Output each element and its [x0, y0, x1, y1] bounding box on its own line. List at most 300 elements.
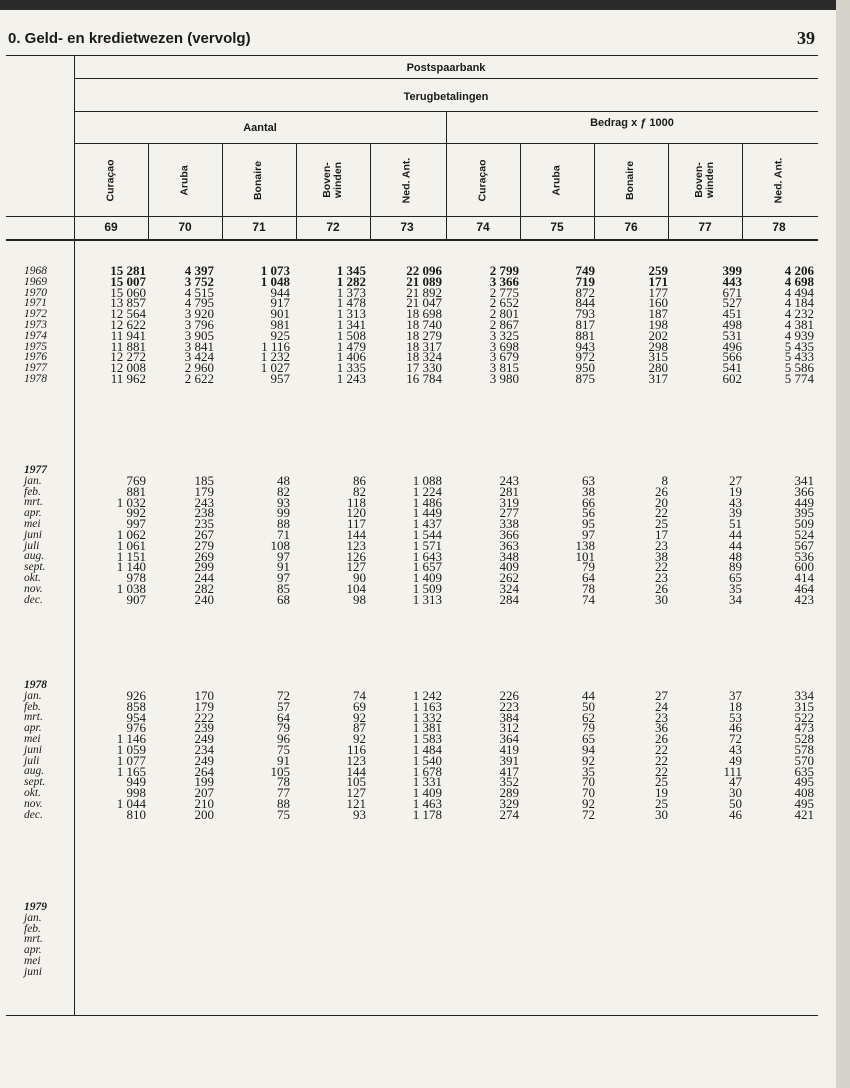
table-cell: 419: [499, 741, 519, 757]
table-cell: 3 815: [489, 360, 519, 376]
table-cell: 74: [582, 591, 595, 607]
row-label: dec.: [24, 593, 43, 606]
table-cell: 98: [353, 591, 366, 607]
table-cell: 97: [277, 548, 290, 564]
table-cell: 1 165: [116, 763, 146, 779]
table-cell: 1 313: [336, 306, 366, 322]
table-cell: 528: [794, 731, 814, 747]
table-cell: 1 406: [336, 349, 366, 365]
table-cell: 978: [126, 570, 146, 586]
table-cell: 53: [729, 709, 742, 725]
row-label: sept.: [24, 776, 46, 789]
table-cell: 449: [794, 494, 814, 510]
table-cell: 1 140: [116, 559, 146, 575]
table-cell: 120: [346, 505, 366, 521]
table-cell: 1 544: [412, 526, 442, 542]
row-label: 1974: [24, 329, 47, 342]
table-cell: 1 077: [116, 752, 146, 768]
table-cell: 1 073: [260, 263, 290, 278]
table-cell: 3 920: [184, 306, 214, 322]
table-cell: 56: [582, 505, 595, 521]
table-cell: 423: [794, 591, 814, 607]
table-cell: 976: [126, 720, 146, 736]
table-cell: 414: [794, 570, 814, 586]
table-cell: 21 047: [406, 295, 442, 311]
years-block-column-9: [672, 263, 742, 386]
table-cell: 4 397: [184, 263, 214, 278]
header-split-rule: [446, 111, 447, 240]
table-cell: 238: [194, 505, 214, 521]
table-cell: 20: [655, 494, 668, 510]
table-cell: 123: [346, 537, 366, 553]
table-cell: 44: [729, 537, 742, 553]
table-cell: 30: [729, 785, 742, 801]
table-cell: 1 381: [412, 720, 442, 736]
table-cell: 409: [499, 559, 519, 575]
table-cell: 1 484: [412, 741, 442, 757]
row-label: nov.: [24, 797, 43, 810]
block-1977-column-2: [144, 473, 214, 607]
table-cell: 79: [582, 720, 595, 736]
table-cell: 37: [729, 688, 742, 703]
table-cell: 82: [353, 483, 366, 499]
table-cell: 179: [194, 698, 214, 714]
table-cell: 3 679: [489, 349, 519, 365]
table-cell: 567: [794, 537, 814, 553]
table-cell: 105: [346, 774, 366, 790]
years-block-row-labels: [24, 266, 74, 385]
table-cell: 4 206: [784, 263, 814, 278]
table-cell: 541: [722, 360, 742, 376]
row-label: apr.: [24, 722, 42, 735]
table-cell: 12 272: [110, 349, 146, 365]
row-label: mei: [24, 954, 41, 967]
block-1977-column-7: [525, 473, 595, 607]
row-label: 1977: [24, 464, 47, 476]
table-cell: 15 007: [110, 273, 146, 289]
table-cell: 3 325: [489, 327, 519, 343]
col-rule: [742, 143, 743, 240]
table-cell: 66: [582, 494, 595, 510]
table-cell: 875: [575, 370, 595, 386]
row-label: juni: [24, 743, 42, 756]
table-cell: 399: [722, 263, 742, 278]
table-cell: 299: [194, 559, 214, 575]
table-cell: 992: [126, 505, 146, 521]
table-cell: 138: [575, 537, 595, 553]
table-cell: 1 540: [412, 752, 442, 768]
table-cell: 44: [729, 526, 742, 542]
table-cell: 207: [194, 785, 214, 801]
table-cell: 92: [353, 731, 366, 747]
block-1979-row-labels: [24, 902, 74, 978]
years-block-column-10: [744, 263, 814, 386]
table-cell: 21 892: [406, 284, 442, 300]
block-1977-column-10: [744, 473, 814, 607]
table-cell: 38: [582, 483, 595, 499]
table-cell: 5 774: [784, 370, 814, 386]
col-rule: [594, 143, 595, 240]
table-cell: 117: [346, 516, 366, 532]
table-cell: 1 508: [336, 327, 366, 343]
table-cell: 116: [346, 741, 366, 757]
table-cell: 944: [270, 284, 290, 300]
table-cell: 30: [655, 806, 668, 822]
table-cell: 35: [729, 580, 742, 596]
table-cell: 1 116: [261, 338, 290, 354]
table-cell: 70: [582, 785, 595, 801]
block-1977-column-9: [672, 473, 742, 607]
table-cell: 464: [794, 580, 814, 596]
table-cell: 25: [655, 516, 668, 532]
table-cell: 48: [729, 548, 742, 564]
table-cell: 1 478: [336, 295, 366, 311]
table-cell: 91: [277, 559, 290, 575]
table-cell: 1 449: [412, 505, 442, 521]
table-cell: 473: [794, 720, 814, 736]
table-cell: 11 881: [110, 338, 146, 354]
table-cell: 1 583: [412, 731, 442, 747]
table-cell: 1 643: [412, 548, 442, 564]
table-cell: 282: [194, 580, 214, 596]
table-cell: 94: [582, 741, 595, 757]
table-cell: 92: [353, 709, 366, 725]
table-cell: 341: [794, 473, 814, 488]
table-cell: 21 089: [406, 273, 442, 289]
table-cell: 1 409: [412, 570, 442, 586]
table-cell: 844: [575, 295, 595, 311]
years-block-column-1: [76, 263, 146, 386]
years-block-column-8: [598, 263, 668, 386]
table-cell: 101: [575, 548, 595, 564]
table-cell: 366: [794, 483, 814, 499]
row-label: juli: [24, 539, 40, 552]
years-block-column-3: [220, 263, 290, 386]
col-header-bonaire: Bonaire: [624, 160, 637, 200]
table-cell: 1 224: [412, 483, 442, 499]
table-cell: 74: [353, 688, 366, 703]
table-cell: 1 463: [412, 795, 442, 811]
table-cell: 71: [277, 526, 290, 542]
table-cell: 12 008: [110, 360, 146, 376]
col-header-bovenwinden: Boven- winden: [692, 161, 716, 199]
table-cell: 95: [582, 516, 595, 532]
years-block-column-5: [372, 263, 442, 386]
table-cell: 1 345: [336, 263, 366, 278]
col-header-curacao: Curaçao: [104, 158, 117, 202]
table-cell: 68: [277, 591, 290, 607]
table-cell: 23: [655, 537, 668, 553]
group-header-postspaarbank: Postspaarbank: [406, 62, 486, 74]
row-label: juni: [24, 528, 42, 541]
row-label: mei: [24, 732, 41, 745]
table-cell: 43: [729, 494, 742, 510]
table-cell: 35: [582, 763, 595, 779]
table-cell: 72: [729, 731, 742, 747]
table-cell: 2 799: [489, 263, 519, 278]
block-1978-column-9: [672, 688, 742, 822]
table-cell: 352: [499, 774, 519, 790]
table-cell: 1 088: [412, 473, 442, 488]
table-cell: 171: [648, 273, 668, 289]
table-cell: 949: [126, 774, 146, 790]
table-cell: 50: [729, 795, 742, 811]
row-label: 1968: [24, 265, 47, 277]
row-label: nov.: [24, 582, 43, 595]
table-cell: 495: [794, 774, 814, 790]
table-cell: 43: [729, 741, 742, 757]
table-cell: 96: [277, 731, 290, 747]
table-cell: 26: [655, 580, 668, 596]
row-label: 1979: [24, 901, 47, 913]
table-cell: 17 330: [406, 360, 442, 376]
table-cell: 46: [729, 806, 742, 822]
col-rule: [520, 143, 521, 240]
col-rule: [296, 143, 297, 240]
table-cell: 240: [194, 591, 214, 607]
row-label: 1976: [24, 351, 47, 364]
col-rule: [222, 143, 223, 240]
table-cell: 2 775: [489, 284, 519, 300]
block-1978-column-5: [372, 688, 442, 822]
table-cell: 19: [655, 785, 668, 801]
column-header-rule: [6, 216, 818, 217]
table-cell: 1 048: [260, 273, 290, 289]
table-cell: 531: [722, 327, 742, 343]
table-cell: 1 061: [116, 537, 146, 553]
table-cell: 1 232: [260, 349, 290, 365]
table-cell: 443: [722, 273, 742, 289]
table-cell: 18 317: [406, 338, 442, 354]
table-cell: 3 424: [184, 349, 214, 365]
table-cell: 2 801: [489, 306, 519, 322]
table-cell: 44: [582, 688, 595, 703]
table-bottom-rule: [6, 1015, 818, 1016]
table-cell: 671: [722, 284, 742, 300]
table-cell: 22: [655, 559, 668, 575]
table-cell: 769: [126, 473, 146, 488]
table-cell: 284: [499, 591, 519, 607]
table-cell: 408: [794, 785, 814, 801]
table-cell: 5 433: [784, 349, 814, 365]
table-cell: 793: [575, 306, 595, 322]
table-cell: 97: [582, 526, 595, 542]
table-cell: 522: [794, 709, 814, 725]
table-cell: 15 281: [110, 263, 146, 278]
table-cell: 8: [661, 473, 668, 488]
table-cell: 1 331: [412, 774, 442, 790]
table-cell: 127: [346, 559, 366, 575]
table-cell: 635: [794, 763, 814, 779]
table-cell: 1 032: [116, 494, 146, 510]
table-cell: 223: [499, 698, 519, 714]
block-1978-column-8: [598, 688, 668, 822]
block-1977-column-4: [296, 473, 366, 607]
table-cell: 4 381: [784, 316, 814, 332]
row-label: 1970: [24, 286, 47, 299]
table-cell: 274: [499, 806, 519, 822]
table-cell: 1 486: [412, 494, 442, 510]
table-cell: 338: [499, 516, 519, 532]
table-cell: 289: [499, 785, 519, 801]
block-1977-column-5: [372, 473, 442, 607]
table-cell: 1 313: [412, 591, 442, 607]
table-cell: 997: [126, 516, 146, 532]
row-label: apr.: [24, 944, 42, 957]
table-cell: 78: [277, 774, 290, 790]
table-cell: 144: [346, 526, 366, 542]
table-cell: 18 324: [406, 349, 442, 365]
row-label: mei: [24, 517, 41, 530]
table-cell: 50: [582, 698, 595, 714]
table-cell: 23: [655, 709, 668, 725]
table-cell: 25: [655, 774, 668, 790]
table-cell: 3 366: [489, 273, 519, 289]
table-cell: 324: [499, 580, 519, 596]
table-cell: 48: [277, 473, 290, 488]
table-cell: 817: [575, 316, 595, 332]
block-1977-column-1: [76, 473, 146, 607]
table-cell: 926: [126, 688, 146, 703]
table-cell: 749: [575, 263, 595, 278]
table-cell: 858: [126, 698, 146, 714]
table-cell: 1 409: [412, 785, 442, 801]
row-label: jan.: [24, 911, 42, 924]
table-cell: 63: [582, 473, 595, 488]
table-cell: 3 980: [489, 370, 519, 386]
table-cell: 18 740: [406, 316, 442, 332]
row-label: mrt.: [24, 496, 43, 509]
table-cell: 498: [722, 316, 742, 332]
table-cell: 30: [655, 591, 668, 607]
table-cell: 97: [277, 570, 290, 586]
table-cell: 1 373: [336, 284, 366, 300]
table-cell: 4 494: [784, 284, 814, 300]
table-cell: 527: [722, 295, 742, 311]
table-cell: 160: [648, 295, 668, 311]
table-cell: 108: [270, 537, 290, 553]
scan-top-edge: [0, 0, 850, 10]
table-cell: 279: [194, 537, 214, 553]
page-title: 0. Geld- en kredietwezen (vervolg): [8, 30, 251, 47]
col-header-ned-ant: Ned. Ant.: [772, 157, 785, 203]
table-cell: 602: [722, 370, 742, 386]
col-rule: [668, 143, 669, 240]
table-cell: 69: [353, 698, 366, 714]
table-cell: 210: [194, 795, 214, 811]
row-label: mrt.: [24, 711, 43, 724]
table-cell: 24: [655, 698, 668, 714]
block-1978-row-labels: [24, 680, 74, 820]
table-cell: 5 435: [784, 338, 814, 354]
table-cell: 3 841: [184, 338, 214, 354]
table-cell: 2 867: [489, 316, 519, 332]
table-cell: 950: [575, 360, 595, 376]
col-header-aruba: Aruba: [550, 164, 563, 196]
table-cell: 719: [575, 273, 595, 289]
table-cell: 12 564: [110, 306, 146, 322]
table-cell: 75: [277, 806, 290, 822]
block-1978-column-7: [525, 688, 595, 822]
table-cell: 319: [499, 494, 519, 510]
table-cell: 11 941: [110, 327, 146, 343]
table-cell: 267: [194, 526, 214, 542]
table-cell: 269: [194, 548, 214, 564]
table-cell: 244: [194, 570, 214, 586]
table-cell: 972: [575, 349, 595, 365]
table-cell: 3 905: [184, 327, 214, 343]
table-cell: 4 698: [784, 273, 814, 289]
table-cell: 5 586: [784, 360, 814, 376]
table-cell: 1 062: [116, 526, 146, 542]
table-cell: 243: [194, 494, 214, 510]
scan-right-edge: [836, 0, 850, 1088]
col-number: 74: [476, 220, 490, 234]
table-cell: 34: [729, 591, 742, 607]
table-cell: 65: [582, 731, 595, 747]
col-rule: [370, 143, 371, 240]
table-cell: 78: [582, 580, 595, 596]
table-cell: 901: [270, 306, 290, 322]
table-cell: 65: [729, 570, 742, 586]
row-label: okt.: [24, 786, 41, 799]
table-cell: 22: [655, 741, 668, 757]
table-cell: 118: [346, 494, 366, 510]
table-cell: 943: [575, 338, 595, 354]
col-number: 71: [252, 220, 266, 234]
table-cell: 13 857: [110, 295, 146, 311]
table-cell: 111: [723, 763, 742, 779]
table-cell: 170: [194, 688, 214, 703]
table-cell: 72: [582, 806, 595, 822]
table-cell: 92: [582, 752, 595, 768]
row-label: sept.: [24, 561, 46, 574]
table-cell: 496: [722, 338, 742, 354]
table-cell: 239: [194, 720, 214, 736]
row-label: juli: [24, 754, 40, 767]
table-cell: 524: [794, 526, 814, 542]
table-cell: 243: [499, 473, 519, 488]
row-label: feb.: [24, 922, 41, 935]
col-number: 69: [104, 220, 118, 234]
header-rule-1: [74, 78, 818, 79]
table-cell: 47: [729, 774, 742, 790]
row-label: dec.: [24, 808, 43, 821]
table-cell: 144: [346, 763, 366, 779]
table-cell: 1 571: [412, 537, 442, 553]
col-number: 77: [698, 220, 712, 234]
block-1977-row-labels: [24, 465, 74, 605]
table-cell: 82: [277, 483, 290, 499]
row-label: 1971: [24, 297, 47, 310]
table-cell: 79: [277, 720, 290, 736]
table-cell: 881: [126, 483, 146, 499]
table-cell: 249: [194, 752, 214, 768]
block-1978-column-10: [744, 688, 814, 822]
table-cell: 199: [194, 774, 214, 790]
table-cell: 23: [655, 570, 668, 586]
table-cell: 177: [648, 284, 668, 300]
table-cell: 22: [655, 505, 668, 521]
table-cell: 27: [655, 688, 668, 703]
table-cell: 1 282: [336, 273, 366, 289]
row-label: 1973: [24, 318, 47, 331]
table-cell: 39: [729, 505, 742, 521]
table-cell: 1 341: [336, 316, 366, 332]
table-cell: 1 038: [116, 580, 146, 596]
table-cell: 85: [277, 580, 290, 596]
table-cell: 2 622: [184, 370, 214, 386]
